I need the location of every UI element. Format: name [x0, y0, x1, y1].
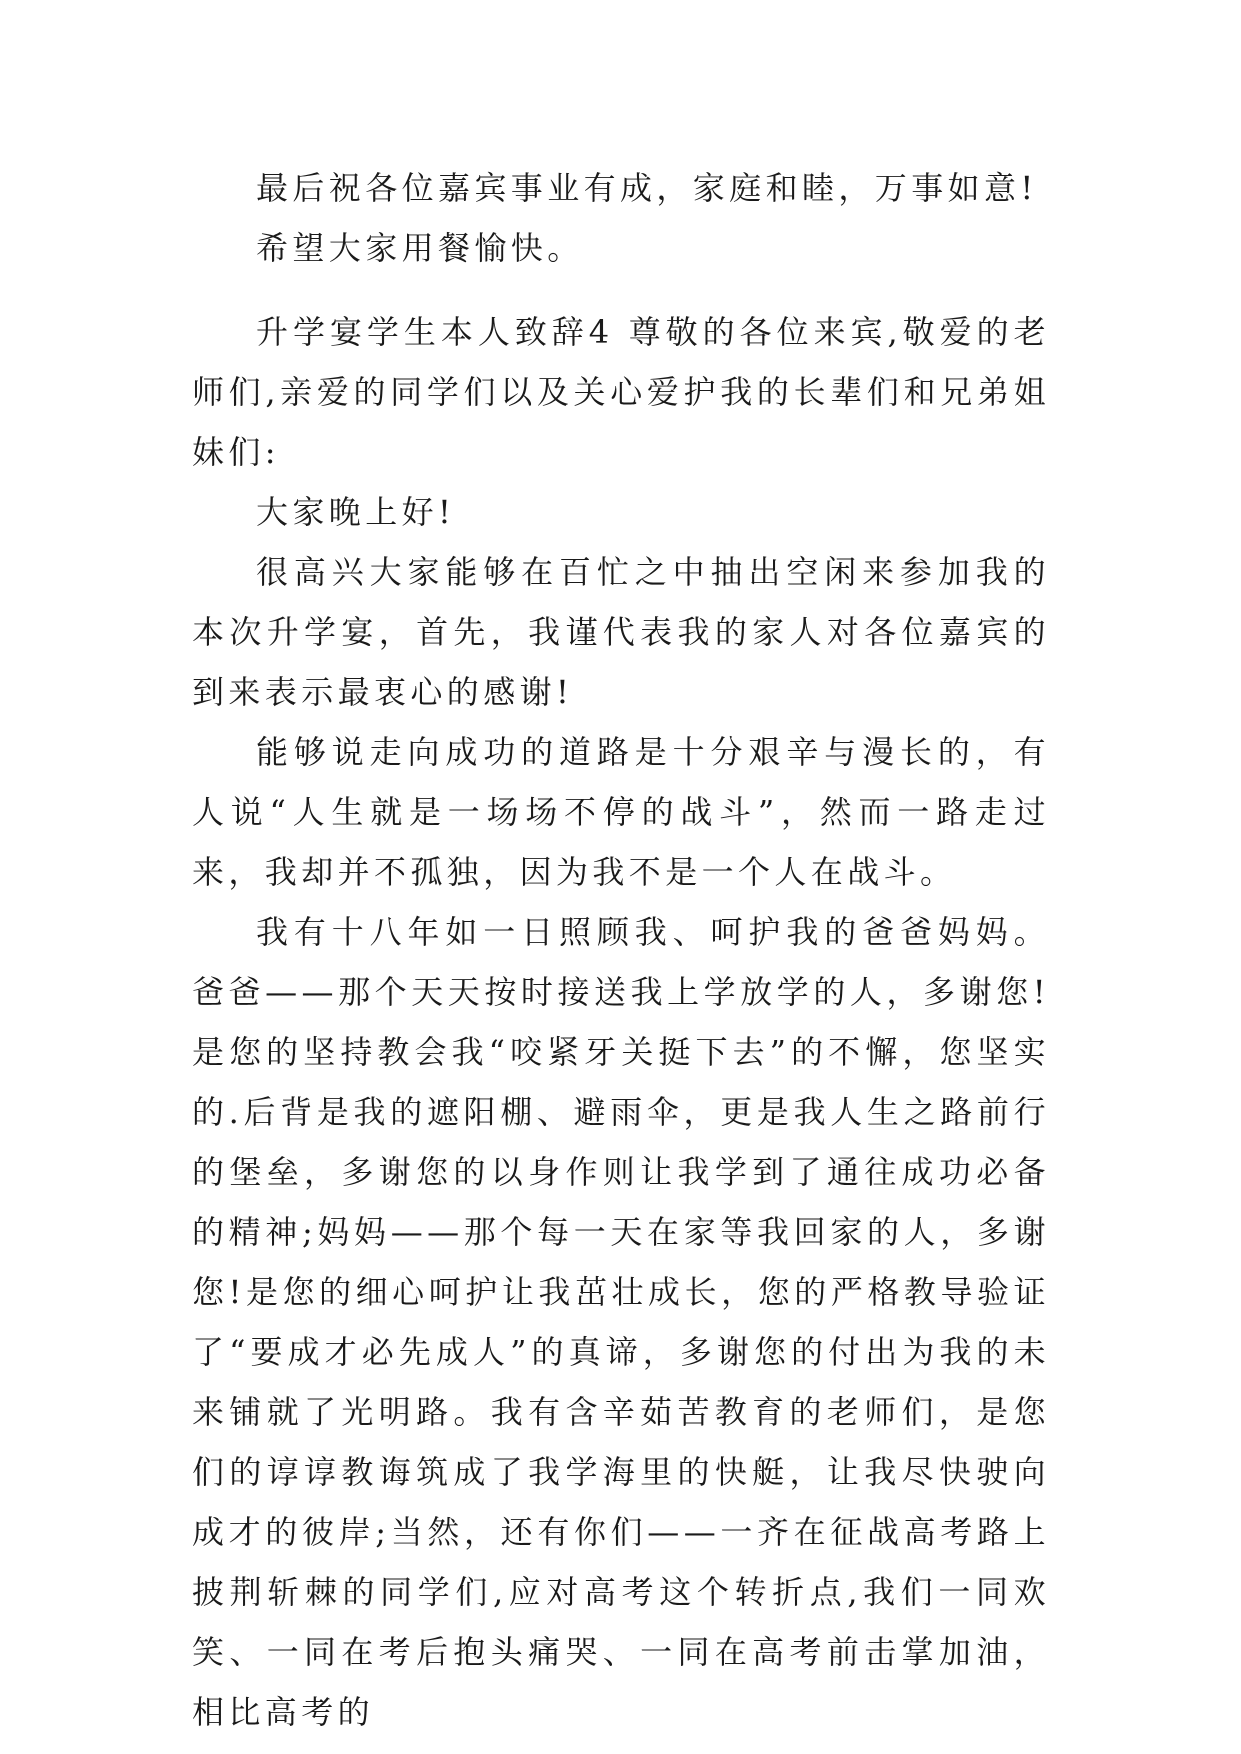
paragraph-good-evening: 大家晚上好! [256, 493, 456, 531]
paragraph-parents-teachers-classmates: 我有十八年如一日照顾我、呵护我的爸爸妈妈。爸爸——那个天天按时接送我上学放学的人，多谢您!是您的坚持教会我“咬紧牙关挺下去”的不懈，您坚实的.后背是我的遮阳棚、避雨伞，更是我人生之路前行的堡垒，多谢您的以身作则让我学到了通往成功必备的精神;妈妈——那个每一天在家等我回家的人，多谢您!是您的细心呵护让我茁壮成长，您的严格教导验证了“要成才必先成人”的真谛，多谢您的付出为我的未来铺就了光明路。我有含辛茹苦教育的老师们，是您们的谆谆教诲筑成了我学海里的快艇，让我尽快驶向成才的彼岸;当然，还有你们——一齐在征战高考路上披荆斩棘的同学们,应对高考这个转折点,我们一同欢笑、一同在考后抱头痛哭、一同在高考前击掌加油，相比高考的 [192, 913, 1050, 1731]
paragraph-speech-title-greeting: 升学宴学生本人致辞4 尊敬的各位来宾,敬爱的老师们,亲爱的同学们以及关心爱护我的长辈们和兄弟姐妹们: [192, 313, 1050, 471]
paragraph-enjoy-meal: 希望大家用餐愉快。 [256, 229, 584, 267]
paragraph-road-to-success: 能够说走向成功的道路是十分艰辛与漫长的，有人说“人生就是一场场不停的战斗”，然而一路走过来，我却并不孤独，因为我不是一个人在战斗。 [192, 733, 1050, 891]
closing-section [192, 158, 1050, 278]
speech-section [192, 302, 1050, 1742]
paragraph-thanks: 很高兴大家能够在百忙之中抽出空闲来参加我的本次升学宴，首先，我谨代表我的家人对各位嘉宾的到来表示最衷心的感谢! [192, 553, 1050, 711]
paragraph-blessing: 最后祝各位嘉宾事业有成，家庭和睦，万事如意! [256, 169, 1038, 207]
